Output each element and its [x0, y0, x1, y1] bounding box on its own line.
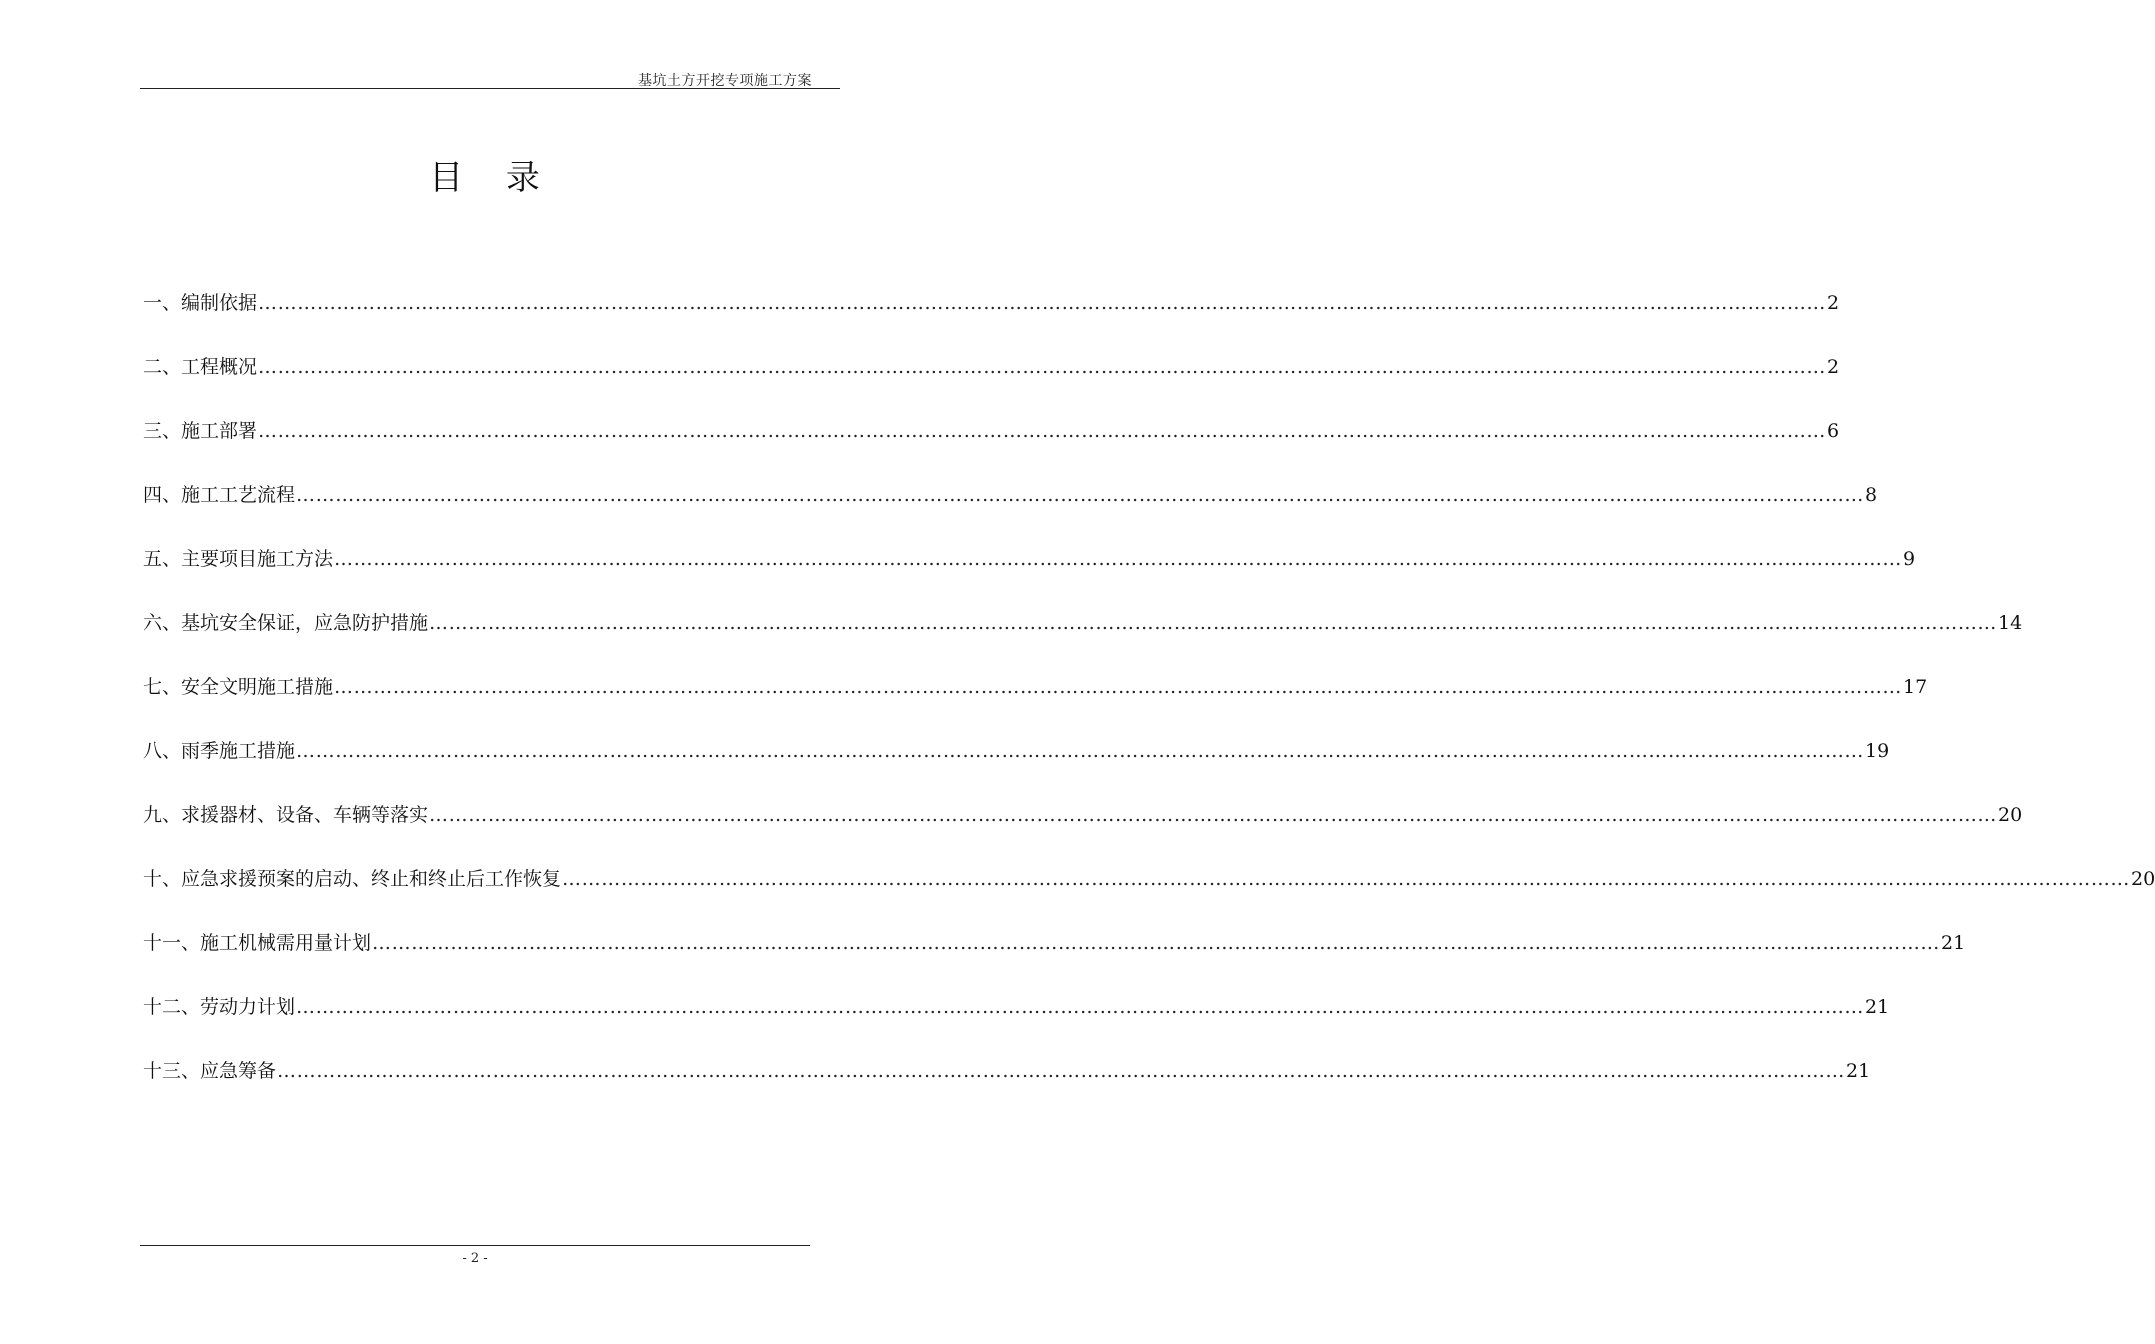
footer-page-number: - 2 - [462, 1251, 488, 1266]
toc-entry-text: 二、工程概况 [143, 356, 258, 378]
toc-entry[interactable] [143, 1049, 1871, 1113]
toc-entry[interactable] [143, 473, 1878, 537]
toc-list [143, 281, 2155, 1113]
toc-entry-text: 十二、劳动力计划 [143, 996, 296, 1018]
toc-leader: …………………………………………………………………………………………………………………………………………………………………………………………………………………… [334, 676, 1903, 698]
toc-leader: …………………………………………………………………………………………………………………………………………………………………………………………………………………… [258, 356, 1827, 378]
toc-entry-text: 十、应急求援预案的启动、终止和终止后工作恢复 [143, 868, 562, 890]
toc-entry[interactable] [143, 281, 1840, 345]
toc-entry-page: 19 [1865, 740, 1890, 762]
toc-entry-page: 2 [1827, 292, 1840, 314]
toc-entry-text: 十一、施工机械需用量计划 [143, 932, 372, 954]
toc-leader: …………………………………………………………………………………………………………………………………………………………………………………………………………………… [429, 612, 1998, 634]
toc-entry-page: 8 [1865, 484, 1878, 506]
toc-entry-page: 2 [1827, 356, 1840, 378]
header-rule [140, 88, 840, 89]
toc-leader: …………………………………………………………………………………………………………………………………………………………………………………………………………………… [429, 804, 1998, 826]
toc-leader: …………………………………………………………………………………………………………………………………………………………………………………………………………………… [372, 932, 1941, 954]
toc-entry-page: 21 [1846, 1060, 1871, 1082]
page-header-title: 基坑土方开挖专项施工方案 [638, 73, 812, 89]
toc-entry-page: 9 [1903, 548, 1916, 570]
toc-entry-text: 六、基坑安全保证，应急防护措施 [143, 612, 429, 634]
toc-entry[interactable] [143, 857, 2155, 921]
toc-entry-text: 三、施工部署 [143, 420, 258, 442]
toc-entry[interactable] [143, 985, 1890, 1049]
toc-leader: …………………………………………………………………………………………………………………………………………………………………………………………………………………… [258, 292, 1827, 314]
toc-entry[interactable] [143, 729, 1890, 793]
toc-entry-page: 21 [1865, 996, 1890, 1018]
toc-leader: …………………………………………………………………………………………………………………………………………………………………………………………………………………… [277, 1060, 1846, 1082]
toc-leader: …………………………………………………………………………………………………………………………………………………………………………………………………………………… [258, 420, 1827, 442]
toc-entry[interactable] [143, 409, 1840, 473]
footer-rule [140, 1245, 810, 1246]
toc-entry-page: 14 [1998, 612, 2023, 634]
toc-entry-text: 五、主要项目施工方法 [143, 548, 334, 570]
toc-entry-text: 九、求援器材、设备、车辆等落实 [143, 804, 429, 826]
toc-entry-text: 八、雨季施工措施 [143, 740, 296, 762]
toc-entry[interactable] [143, 665, 1928, 729]
toc-entry[interactable] [143, 601, 2023, 665]
toc-entry-page: 21 [1941, 932, 1966, 954]
toc-entry[interactable] [143, 921, 1966, 985]
toc-entry[interactable] [143, 537, 1916, 601]
toc-entry-page: 17 [1903, 676, 1928, 698]
toc-leader: …………………………………………………………………………………………………………………………………………………………………………………………………………………… [296, 996, 1865, 1018]
toc-leader: …………………………………………………………………………………………………………………………………………………………………………………………………………………… [334, 548, 1903, 570]
toc-entry-text: 十三、应急筹备 [143, 1060, 277, 1082]
toc-entry-text: 一、编制依据 [143, 292, 258, 314]
toc-leader: …………………………………………………………………………………………………………………………………………………………………………………………………………………… [562, 868, 2131, 890]
toc-leader: …………………………………………………………………………………………………………………………………………………………………………………………………………………… [296, 484, 1865, 506]
toc-leader: …………………………………………………………………………………………………………………………………………………………………………………………………………………… [296, 740, 1865, 762]
toc-entry-page: 20 [2131, 868, 2155, 890]
toc-entry-page: 20 [1998, 804, 2023, 826]
toc-entry-text: 四、施工工艺流程 [143, 484, 296, 506]
toc-entry[interactable] [143, 345, 1840, 409]
toc-entry-page: 6 [1827, 420, 1840, 442]
toc-title: 目 录 [429, 158, 556, 198]
toc-entry-text: 七、安全文明施工措施 [143, 676, 334, 698]
toc-entry[interactable] [143, 793, 2023, 857]
